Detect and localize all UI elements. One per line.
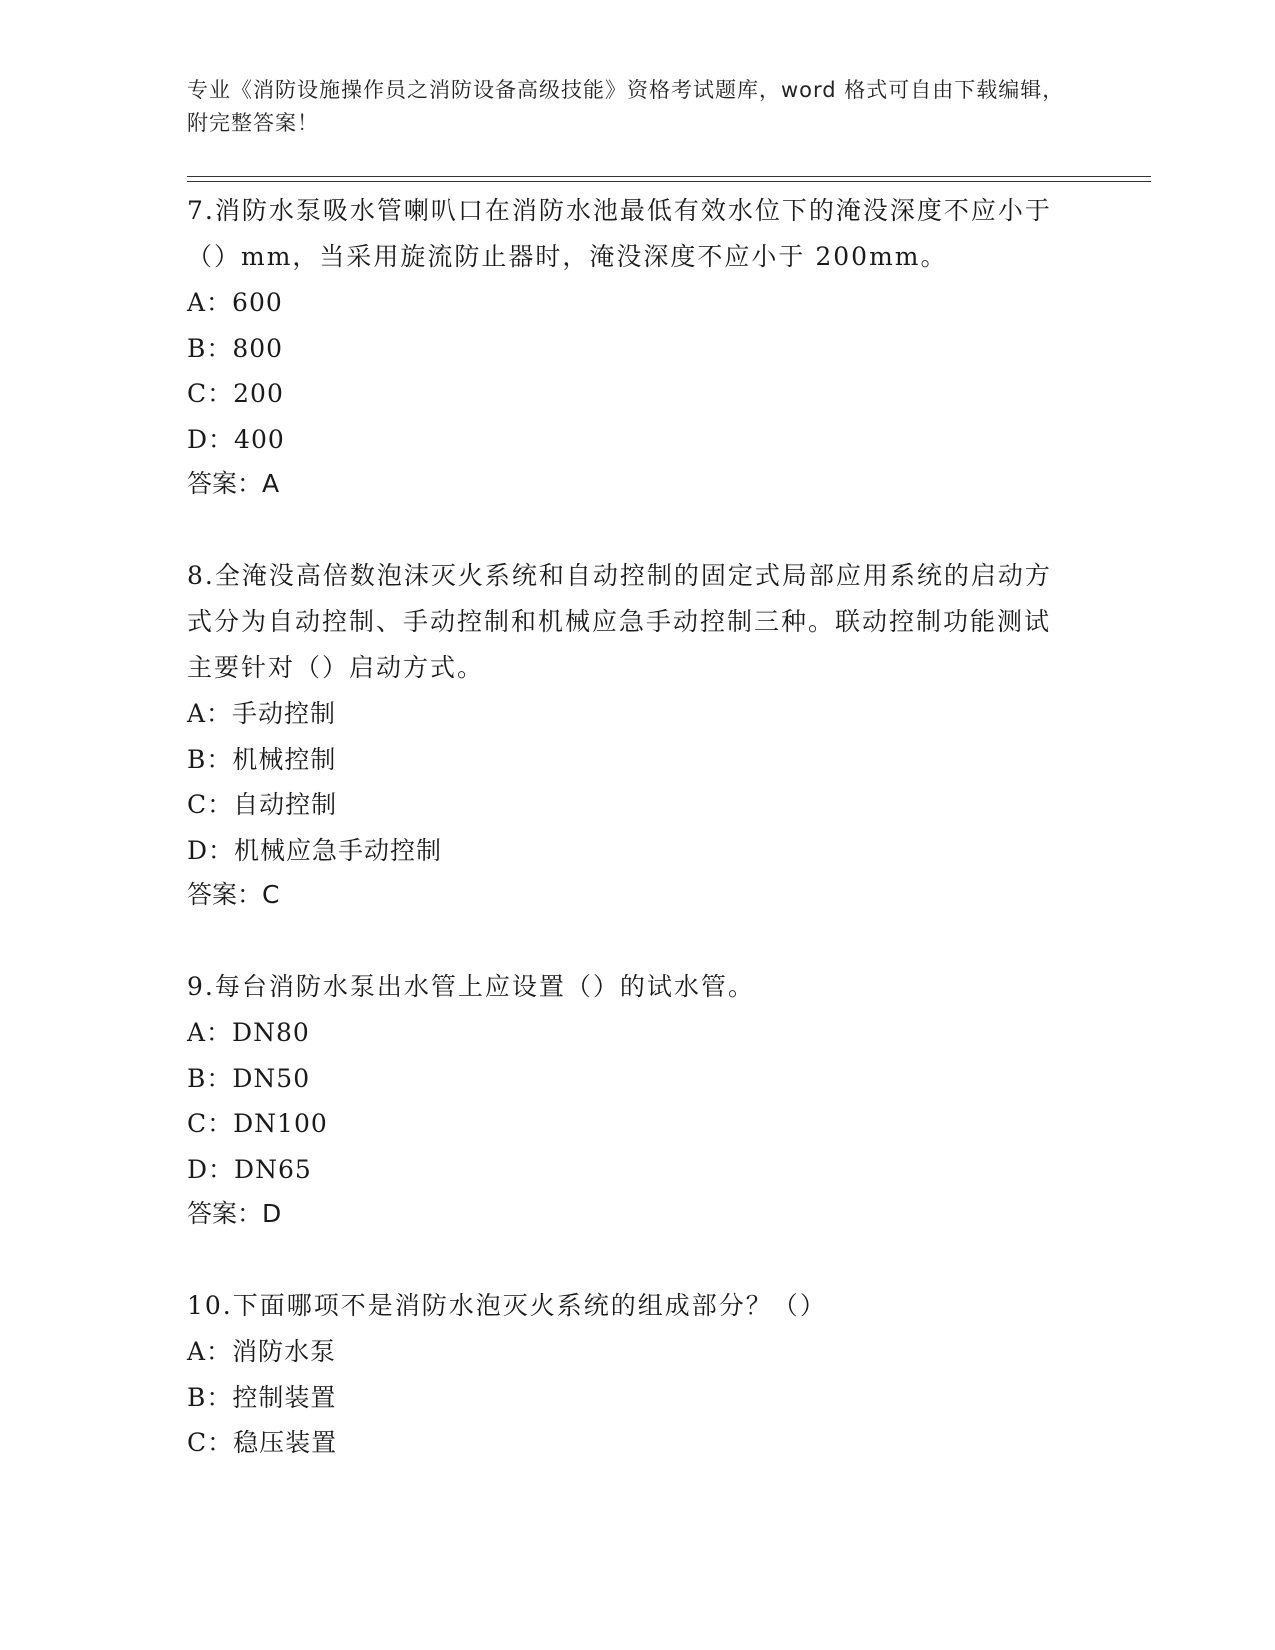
answer: 答案：A — [187, 469, 280, 498]
document-header — [187, 74, 1067, 140]
question-text: 7.消防水泵吸水管喇叭口在消防水池最低有效水位下的淹没深度不应小于（）mm，当采用旋流防止器时，淹没深度不应小于 200mm。 — [187, 196, 1052, 271]
question-text: 10.下面哪项不是消防水泡灭火系统的组成部分？（） — [187, 1291, 827, 1320]
option-d: D：DN65 — [187, 1154, 312, 1184]
option-c: C：DN100 — [187, 1109, 328, 1138]
answer: 答案：D — [187, 1199, 282, 1228]
option-d: D：机械应急手动控制 — [187, 835, 443, 865]
spacer — [187, 917, 1067, 964]
option-d: D：400 — [187, 424, 285, 454]
option-c: C：稳压装置 — [187, 1428, 338, 1457]
option-c: C：200 — [187, 379, 284, 408]
option-b: B：机械控制 — [187, 744, 337, 774]
option-b: B：控制装置 — [187, 1382, 337, 1412]
question-8 — [187, 553, 1067, 917]
question-text: 8.全淹没高倍数泡沫灭火系统和自动控制的固定式局部应用系统的启动方式分为自动控制、手动控制和机械应急手动控制三种。联动控制功能测试主要针对（）启动方式。 — [187, 561, 1052, 682]
question-text: 9.每台消防水泵出水管上应设置（）的试水管。 — [187, 972, 755, 1001]
option-a: A：消防水泵 — [187, 1337, 337, 1366]
question-7 — [187, 188, 1067, 506]
option-a: A：600 — [187, 288, 283, 317]
option-a: A：手动控制 — [187, 699, 337, 728]
header-divider-bottom — [187, 181, 1151, 182]
header-text: 专业《消防设施操作员之消防设备高级技能》资格考试题库，word 格式可自由下载编辑，附完整答案！ — [187, 78, 1065, 135]
header-divider-top — [187, 176, 1151, 177]
question-9 — [187, 964, 1067, 1236]
option-b: B：DN50 — [187, 1063, 311, 1093]
option-b: B：800 — [187, 333, 284, 363]
question-list — [187, 188, 1067, 1466]
question-10 — [187, 1283, 1067, 1466]
option-c: C：自动控制 — [187, 790, 338, 819]
option-a: A：DN80 — [187, 1018, 310, 1047]
spacer — [187, 1236, 1067, 1283]
spacer — [187, 506, 1067, 553]
answer: 答案：C — [187, 880, 280, 909]
